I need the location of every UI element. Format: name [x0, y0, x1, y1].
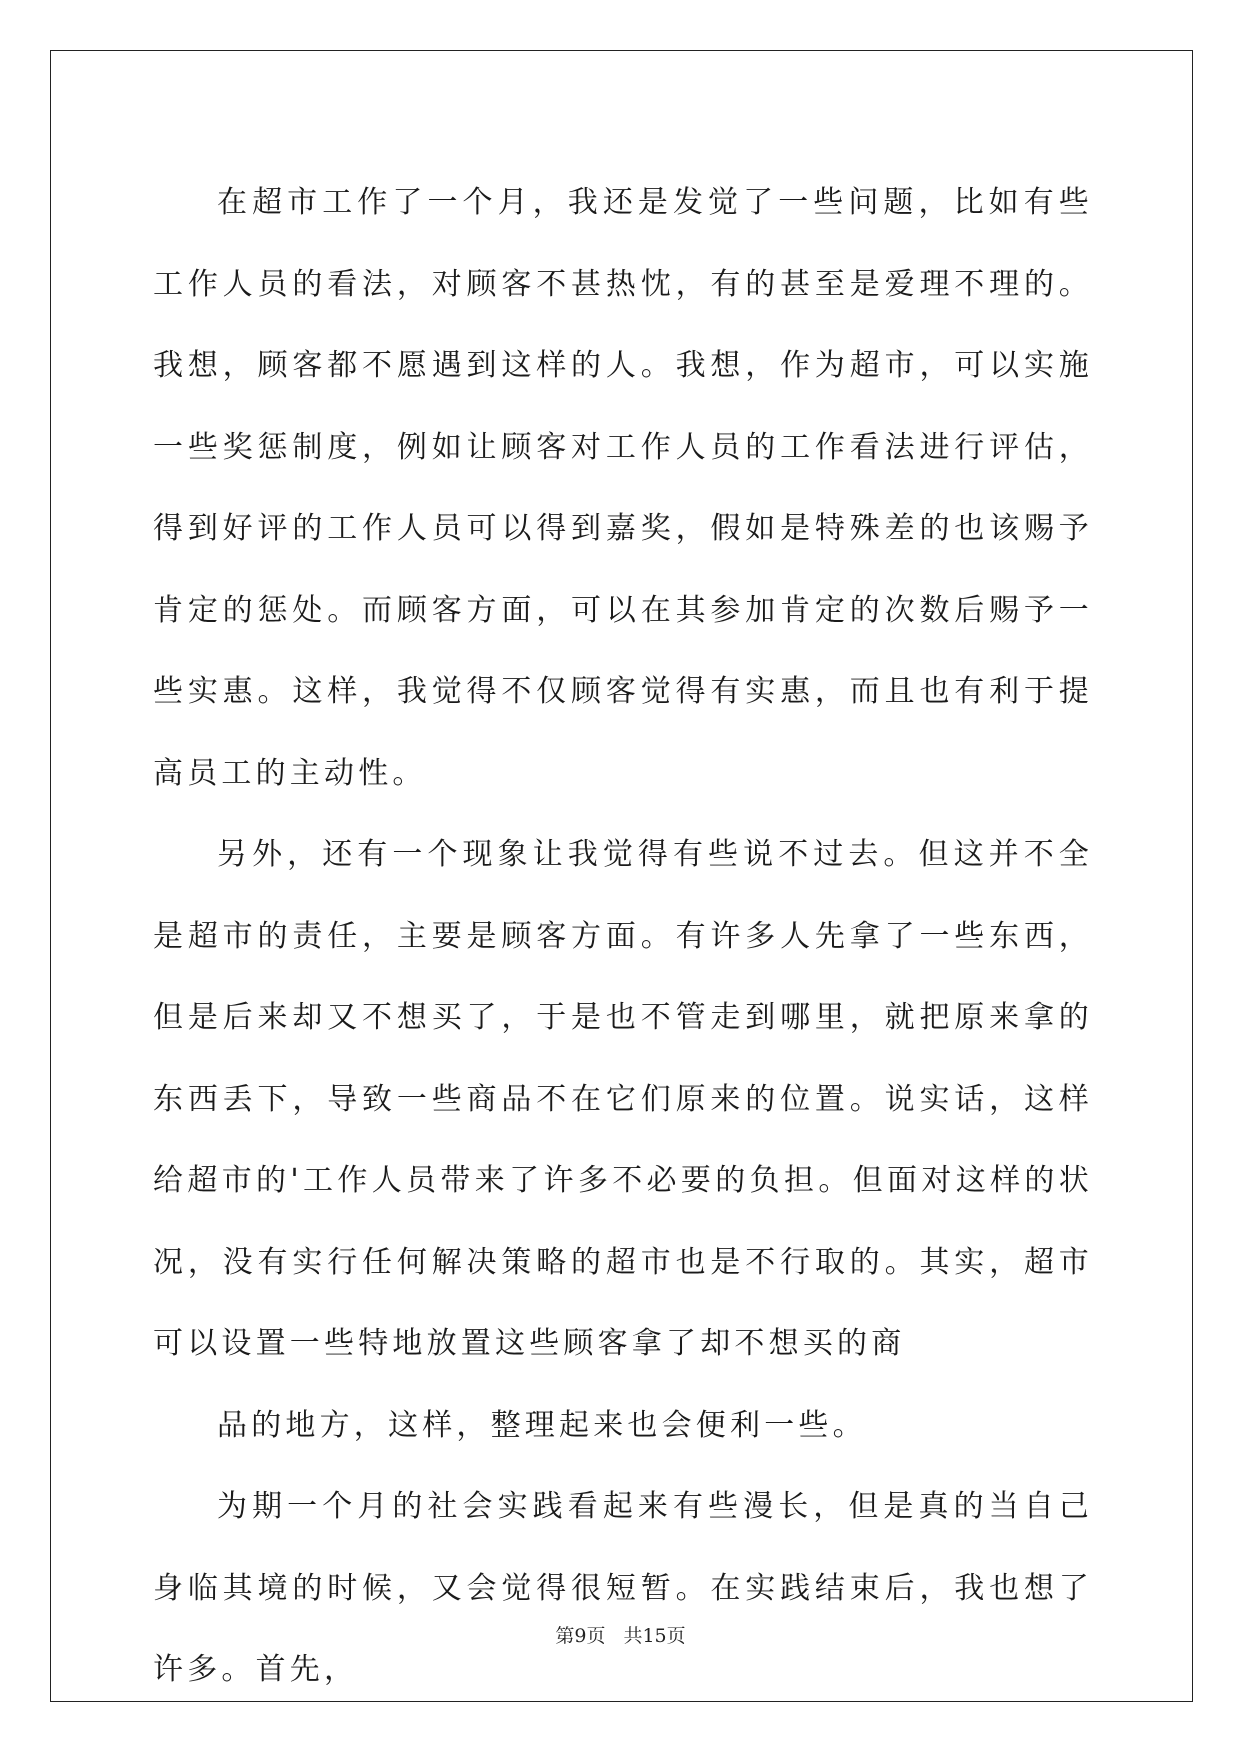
- page-total: 共15页: [623, 1625, 686, 1647]
- paragraph-4: 为期一个月的社会实践看起来有些漫长，但是真的当自己身临其境的时候，又会觉得很短暂。在实践结束后，我也想了许多。首先，: [153, 1489, 1093, 1687]
- paragraph-2: 另外，还有一个现象让我觉得有些说不过去。但这并不全是超市的责任，主要是顾客方面。有许多人先拿了一些东西，但是后来却又不想买了，于是也不管走到哪里，就把原来拿的东西丢下，导致一些商品不在它们原来的位置。说实话，这样给超市的'工作人员带来了许多不必要的负担。但面对这样的状况，没有实行任何解决策略的超市也是不行取的。其实，超市可以设置一些特地放置这些顾客拿了却不想买的商: [153, 837, 1093, 1361]
- paragraph-3: 品的地方，这样，整理起来也会便利一些。: [217, 1407, 867, 1443]
- page-number: 第9页: [555, 1625, 606, 1647]
- document-body: [153, 162, 1093, 1711]
- page-footer: [0, 1621, 1241, 1648]
- paragraph-1: 在超市工作了一个月，我还是发觉了一些问题，比如有些工作人员的看法，对顾客不甚热忱，有的甚至是爱理不理的。我想，顾客都不愿遇到这样的人。我想，作为超市，可以实施一些奖惩制度，例如让顾客对工作人员的工作看法进行评估，得到好评的工作人员可以得到嘉奖，假如是特殊差的也该赐予肯定的惩处。而顾客方面，可以在其参加肯定的次数后赐予一些实惠。这样，我觉得不仅顾客觉得有实惠，而且也有利于提高员工的主动性。: [153, 185, 1093, 791]
